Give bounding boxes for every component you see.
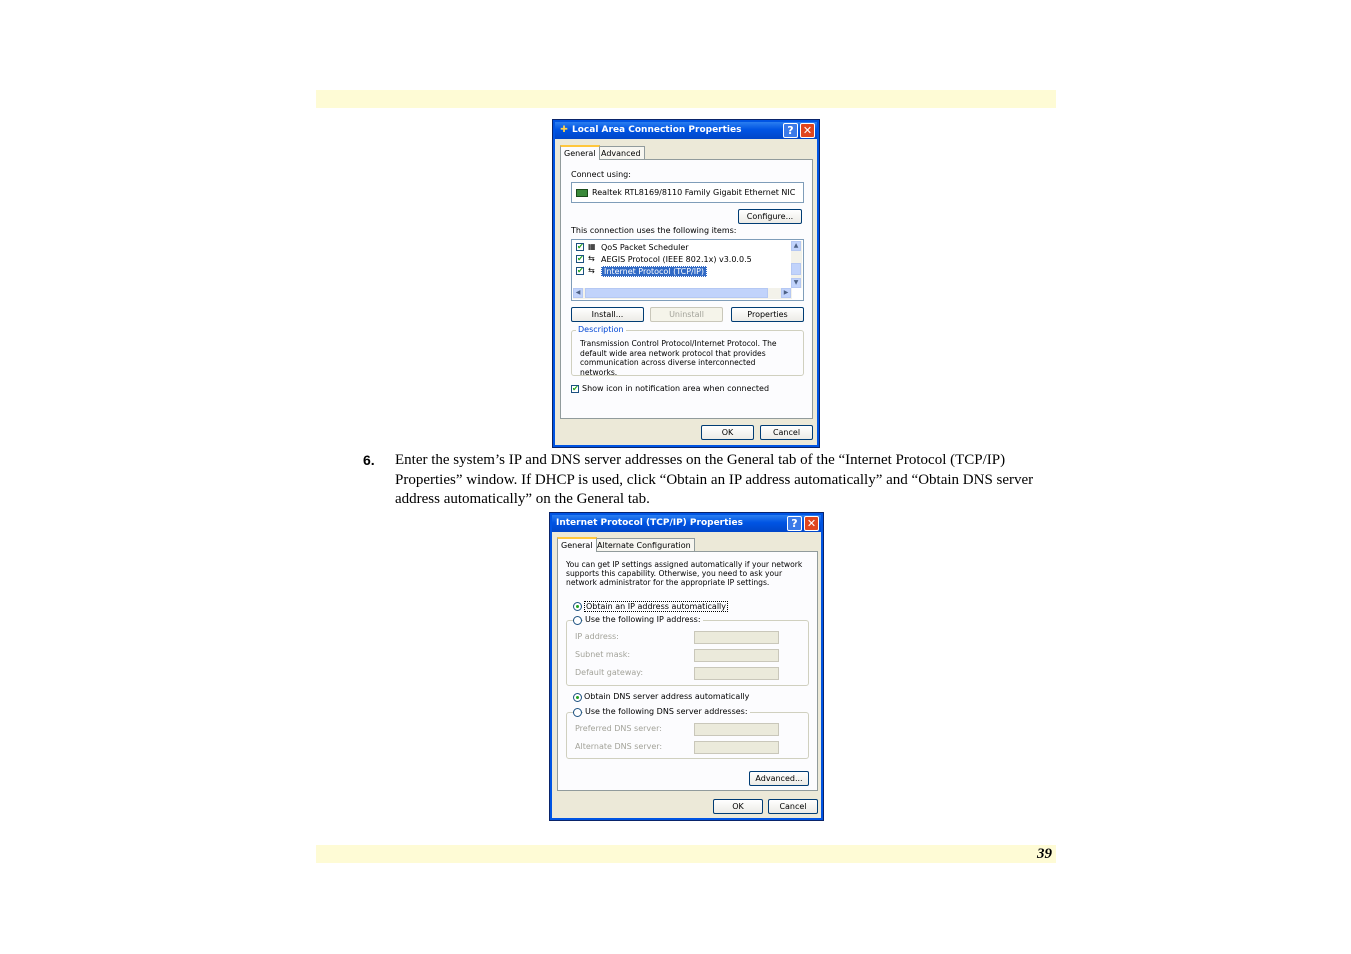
adapter-name: Realtek RTL8169/8110 Family Gigabit Ethernet NIC xyxy=(592,188,796,197)
scroll-h-thumb[interactable] xyxy=(585,288,768,298)
show-icon-label: Show icon in notification area when connected xyxy=(582,384,770,393)
use-following-ip-label: Use the following IP address: xyxy=(585,615,701,624)
properties-button[interactable]: Properties xyxy=(731,307,804,322)
item-label: Internet Protocol (TCP/IP) xyxy=(601,266,707,277)
item-checkbox[interactable]: ✔ xyxy=(577,266,584,275)
help-button[interactable]: ? xyxy=(783,123,798,138)
cancel-button[interactable]: Cancel xyxy=(768,799,818,814)
tcpip-properties-dialog xyxy=(549,512,824,821)
cancel-button[interactable]: Cancel xyxy=(760,425,813,440)
use-following-dns-label: Use the following DNS server addresses: xyxy=(585,707,748,716)
page-number: 39 xyxy=(1037,846,1052,862)
tab-advanced[interactable]: Advanced xyxy=(597,146,645,160)
item-label: QoS Packet Scheduler xyxy=(601,243,689,252)
default-gateway-label: Default gateway: xyxy=(575,668,644,677)
adapter-field xyxy=(571,182,804,203)
description-legend: Description xyxy=(578,325,624,334)
list-item[interactable] xyxy=(576,266,786,277)
step-number: 6. xyxy=(363,452,375,468)
dialog2-tabs xyxy=(557,537,757,551)
tab-alternate-configuration[interactable]: Alternate Configuration xyxy=(593,538,695,552)
advanced-button[interactable]: Advanced... xyxy=(749,771,809,786)
tab-general[interactable]: General xyxy=(557,537,597,552)
dialog2-title: Internet Protocol (TCP/IP) Properties xyxy=(556,518,743,528)
list-item[interactable] xyxy=(576,242,786,253)
list-item[interactable] xyxy=(576,254,786,265)
dialog1-titlebar[interactable] xyxy=(555,122,817,139)
item-label: AEGIS Protocol (IEEE 802.1x) v3.0.0.5 xyxy=(601,255,752,264)
subnet-mask-label: Subnet mask: xyxy=(575,650,631,659)
network-connection-icon: ✚ xyxy=(560,125,568,135)
description-group xyxy=(571,325,804,377)
scroll-thumb[interactable] xyxy=(791,263,801,275)
ip-address-group xyxy=(566,615,809,686)
scroll-down-icon[interactable]: ▼ xyxy=(791,278,801,288)
preferred-dns-label: Preferred DNS server: xyxy=(575,724,662,733)
protocol-icon: ⇆ xyxy=(588,254,595,263)
obtain-dns-auto-radio[interactable] xyxy=(573,693,582,702)
item-checkbox[interactable]: ✔ xyxy=(577,254,584,263)
scroll-left-icon[interactable]: ◀ xyxy=(573,288,583,298)
obtain-dns-auto-label: Obtain DNS server address automatically xyxy=(584,692,750,701)
use-following-dns-radio[interactable] xyxy=(573,708,582,717)
ok-button[interactable]: OK xyxy=(713,799,763,814)
close-button[interactable]: ✕ xyxy=(800,123,815,138)
help-button[interactable]: ? xyxy=(787,516,802,531)
item-checkbox[interactable]: ✔ xyxy=(577,242,584,251)
tab-general[interactable]: General xyxy=(560,145,600,160)
alternate-dns-field[interactable] xyxy=(694,741,779,754)
footer-band xyxy=(316,845,1056,863)
scroll-up-icon[interactable]: ▲ xyxy=(791,241,801,251)
intro-text: You can get IP settings assigned automatically if your network supports this capability. Otherwise, you need to ask your network administrator for the appropriate IP settings. xyxy=(566,560,803,587)
qos-icon: ▦ xyxy=(588,242,596,251)
adapter-row xyxy=(576,188,795,197)
horizontal-scrollbar[interactable] xyxy=(573,288,792,299)
dns-server-group xyxy=(566,707,809,759)
scroll-right-icon[interactable]: ▶ xyxy=(781,288,791,298)
step-instructions: Enter the system’s IP and DNS server addresses on the General tab of the “Internet Protocol (TCP/IP) Properties” window. If DHCP is used, click “Obtain an IP address automatically” and “Obtain DNS server address automatically” on the General tab. xyxy=(395,452,1034,507)
default-gateway-field[interactable] xyxy=(694,667,779,680)
ip-address-field[interactable] xyxy=(694,631,779,644)
configure-button[interactable]: Configure... xyxy=(738,209,802,224)
use-following-ip-radio[interactable] xyxy=(573,616,582,625)
subnet-mask-field[interactable] xyxy=(694,649,779,662)
ip-address-label: IP address: xyxy=(575,632,619,641)
obtain-ip-auto-label: Obtain an IP address automatically xyxy=(586,602,727,611)
protocol-icon: ⇆ xyxy=(588,266,595,275)
description-text: Transmission Control Protocol/Internet Protocol. The default wide area network protocol that provides communication across diverse interconnected networks. xyxy=(580,339,777,377)
obtain-ip-auto-radio[interactable] xyxy=(573,602,582,611)
install-button[interactable]: Install... xyxy=(571,307,644,322)
ok-button[interactable]: OK xyxy=(701,425,754,440)
dialog1-title: Local Area Connection Properties xyxy=(572,125,742,135)
show-icon-checkbox[interactable]: ✔ xyxy=(572,384,579,393)
network-card-icon xyxy=(576,189,588,197)
dialog1-tabs xyxy=(560,145,760,159)
preferred-dns-field[interactable] xyxy=(694,723,779,736)
connect-using-label: Connect using: xyxy=(571,170,631,179)
header-band xyxy=(316,90,1056,108)
dialog1-general-panel xyxy=(560,159,813,419)
vertical-scrollbar[interactable] xyxy=(791,241,802,288)
alternate-dns-label: Alternate DNS server: xyxy=(575,742,663,751)
local-area-connection-dialog xyxy=(552,119,820,448)
components-list xyxy=(571,239,804,301)
uninstall-button[interactable]: Uninstall xyxy=(650,307,723,322)
close-button[interactable]: ✕ xyxy=(804,516,819,531)
dialog2-general-panel xyxy=(557,551,818,791)
items-label: This connection uses the following items: xyxy=(571,226,737,235)
dialog2-titlebar[interactable] xyxy=(552,515,821,532)
